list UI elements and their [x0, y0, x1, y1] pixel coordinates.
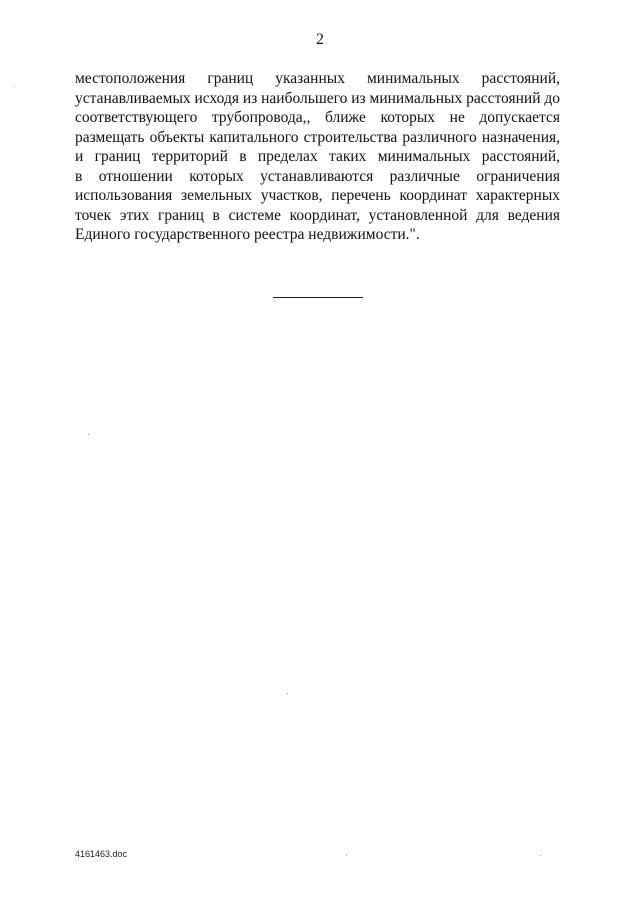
document-id: 4161463.doc: [75, 849, 128, 859]
body-paragraph: [75, 69, 560, 245]
scan-speck: [14, 86, 15, 87]
paragraph-line: Единого государственного реестра недвижимости.".: [75, 226, 420, 243]
paragraph-line: и границ территорий в пределах таких минимальных расстояний,: [75, 148, 560, 165]
page-number: 2: [316, 31, 324, 48]
paragraph-line: соответствующего трубопровода,, ближе которых не допускается: [75, 109, 560, 126]
paragraph-line: размещать объекты капитального строительства различного назначения,: [75, 128, 560, 146]
scan-speck: [540, 855, 541, 856]
paragraph-line: точек этих границ в системе координат, установленной для ведения: [75, 206, 560, 224]
paragraph-line: в отношении которых устанавливаются различные ограничения: [75, 167, 560, 185]
scan-speck: [346, 855, 347, 856]
paragraph-line: местоположения границ указанных минимальных расстояний,: [75, 70, 560, 87]
scan-speck: [88, 434, 89, 435]
paragraph-line: использования земельных участков, перечень координат характерных: [75, 187, 560, 204]
paragraph-line: устанавливаемых исходя из наибольшего из минимальных расстояний до: [75, 89, 561, 107]
scan-speck: [287, 693, 288, 694]
end-separator-line: [273, 297, 363, 298]
